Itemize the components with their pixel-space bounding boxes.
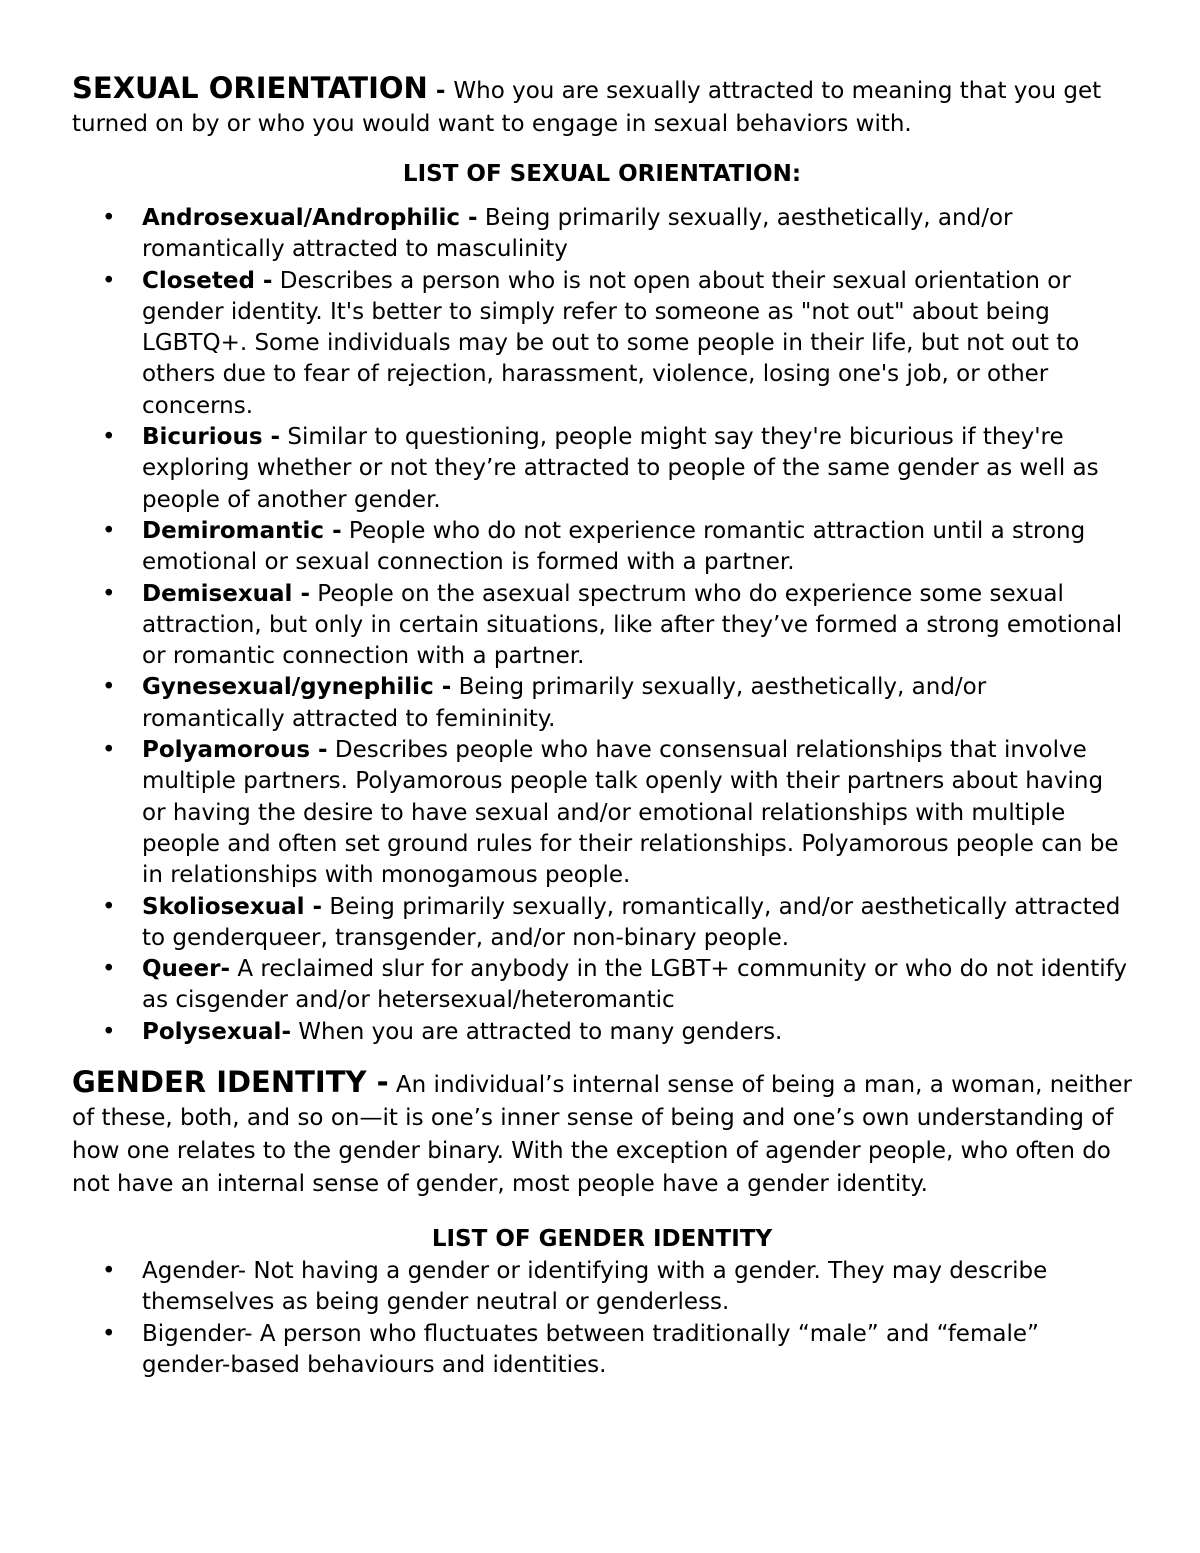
bullet-icon: • (102, 1258, 116, 1285)
gender-identity-heading: GENDER IDENTITY - (72, 1065, 389, 1100)
term-name: Androsexual/Androphilic - (142, 205, 478, 231)
sexual-orientation-intro (72, 72, 1132, 141)
gender-identity-definition: An individual’s internal sense of being a man, a woman, neither of these, both, and so on—it is one’s inner sense of being and one’s own understanding of how one relates to the gender binary. With the exception of agender people, who often do not have an internal sense of gender, most people have a gender identity. (72, 1072, 1133, 1198)
list-item (72, 579, 1132, 673)
term-name: Polyamorous - (142, 737, 328, 764)
bullet-icon: • (102, 893, 116, 920)
term-name: Closeted - (142, 267, 273, 294)
term-description: Being primarily sexually, romantically, and/or aesthetically attracted to genderqueer, transgender, and/or non-binary people. (142, 893, 1121, 951)
list-item (72, 735, 1132, 891)
term-description: A reclaimed slur for anybody in the LGBT+ community or who do not identify as cisgender and/or hetersexual/heteromantic (142, 956, 1127, 1014)
term-description: Agender- Not having a gender or identifying with a gender. They may describe themselves as being gender neutral or genderless. (142, 1258, 1048, 1316)
sexual-orientation-list-title: LIST OF SEXUAL ORIENTATION: (402, 161, 802, 187)
document-page (72, 72, 1132, 1381)
sexual-orientation-list (72, 203, 1132, 1048)
gender-identity-list-title: LIST OF GENDER IDENTITY (431, 1226, 773, 1253)
sexual-orientation-definition: Who you are sexually attracted to meaning that you get turned on by or who you would want to engage in sexual behaviors with. (72, 78, 1102, 137)
gender-identity-intro (72, 1066, 1132, 1201)
term-name: Bicurious - (142, 424, 281, 451)
bullet-icon: • (102, 205, 116, 231)
term-description: Describes a person who is not open about their sexual orientation or gender identity. It's better to simply refer to someone as "not out" about being LGBTQ+. Some individuals may be out to some people in their life, but not out to others due to fear of rejection, harassment, violence, losing one's job, or other concerns. (142, 267, 1080, 419)
bullet-icon: • (102, 517, 116, 544)
gender-identity-list (72, 1256, 1132, 1381)
list-item (72, 954, 1132, 1017)
list-item (72, 1256, 1132, 1319)
term-description: Being primarily sexually, aesthetically, and/or romantically attracted to femininity. (142, 674, 987, 732)
term-description: Being primarily sexually, aesthetically, and/or romantically attracted to masculinity (142, 205, 1013, 263)
bullet-icon: • (102, 1018, 116, 1045)
term-name: Demiromantic - (142, 517, 342, 544)
term-description: Describes people who have consensual relationships that involve multiple partners. Polyamorous people talk openly with their partners about having or having the desire to have sexual and/or emotional relationships with multiple people and often set ground rules for their relationships. Polyamorous people can be in relationships with monogamous people. (142, 737, 1119, 889)
bullet-icon: • (102, 580, 116, 607)
term-name: Demisexual - (142, 580, 310, 607)
term-description: When you are attracted to many genders. (290, 1018, 783, 1045)
list-item (72, 422, 1132, 516)
term-name: Gynesexual/gynephilic - (142, 674, 452, 701)
bullet-icon: • (102, 737, 116, 764)
list-item (72, 1017, 1132, 1048)
list-item (72, 203, 1132, 266)
list-item (72, 672, 1132, 735)
term-name: Queer- (142, 956, 231, 983)
bullet-icon: • (102, 267, 116, 294)
term-description: People on the asexual spectrum who do experience some sexual attraction, but only in certain situations, like after they’ve formed a strong emotional or romantic connection with a partner. (142, 580, 1123, 670)
bullet-icon: • (102, 424, 116, 451)
term-name: Polysexual- (142, 1018, 291, 1045)
heading-separator: - (427, 78, 454, 104)
bullet-icon: • (102, 1320, 116, 1347)
list-item (72, 516, 1132, 579)
bullet-icon: • (102, 956, 116, 983)
term-description: People who do not experience romantic attraction until a strong emotional or sexual connection is formed with a partner. (142, 517, 1086, 576)
term-description: Bigender- A person who fluctuates between traditionally “male” and “female” gender-based behaviours and identities. (142, 1320, 1039, 1378)
sexual-orientation-heading: SEXUAL ORIENTATION (72, 71, 428, 105)
list-item (72, 266, 1132, 422)
list-item (72, 1319, 1132, 1382)
list-item (72, 892, 1132, 955)
term-name: Skoliosexual - (142, 893, 323, 920)
term-description: Similar to questioning, people might say they're bicurious if they're exploring whether or not they’re attracted to people of the same gender as well as people of another gender. (142, 424, 1099, 513)
bullet-icon: • (102, 674, 116, 701)
